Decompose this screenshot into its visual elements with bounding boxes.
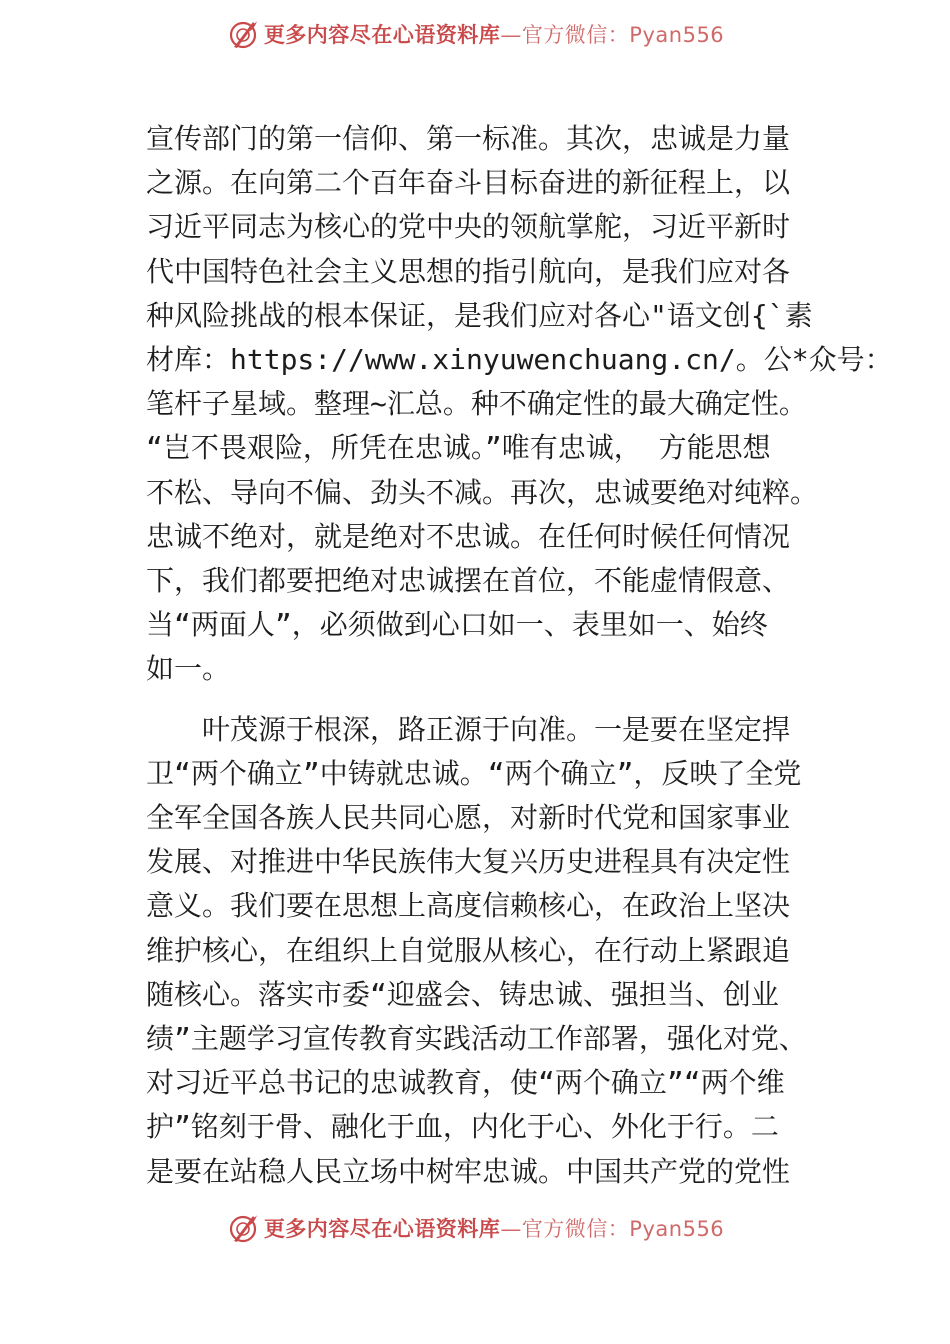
- text-line: 忠诚不绝对，就是绝对不忠诚。在任何时候任何情况: [146, 519, 791, 553]
- quill-circle-icon: [226, 17, 260, 51]
- text-line: 护”铭刻于骨、融化于血，内化于心、外化于行。二: [146, 1110, 779, 1144]
- text-line: 发展、对推进中华民族伟大复兴历史进程具有决定性: [146, 845, 791, 879]
- banner-title: 更多内容尽在心语资料库: [263, 22, 501, 47]
- quill-circle-icon: [226, 1211, 260, 1245]
- paragraph-2: [146, 708, 846, 1194]
- text-line: 笔杆子星域。整理~汇总。种不确定性的最大确定性。: [146, 387, 807, 421]
- text-line: 材库：https://www.xinyuwenchuang.cn/。公*众号：: [146, 343, 893, 377]
- text-line: 维护核心，在组织上自觉服从核心，在行动上紧跟追: [146, 933, 791, 967]
- text-line: 如一。: [146, 652, 231, 686]
- text-line: 随核心。落实市委“迎盛会、铸忠诚、强担当、创业: [146, 977, 779, 1011]
- banner-title: 更多内容尽在心语资料库: [263, 1216, 501, 1241]
- banner-contact: —官方微信：Pyan556: [500, 1217, 725, 1241]
- footer-banner: [0, 1208, 950, 1248]
- paragraph-1: [146, 117, 893, 692]
- banner-text: [264, 19, 724, 49]
- text-line: 是要在站稳人民立场中树牢忠诚。中国共产党的党性: [146, 1154, 791, 1188]
- text-line: 不松、导向不偏、劲头不减。再次，忠诚要绝对纯粹。: [146, 475, 819, 509]
- text-line: 全军全国各族人民共同心愿，对新时代党和国家事业: [146, 801, 791, 835]
- text-line: 宣传部门的第一信仰、第一标准。其次，忠诚是力量: [146, 122, 791, 155]
- text-line: 叶茂源于根深，路正源于向准。一是要在坚定捍: [146, 712, 791, 746]
- text-line: 绩”主题学习宣传教育实践活动工作部署，强化对党、: [146, 1022, 807, 1056]
- text-line: 卫“两个确立”中铸就忠诚。“两个确立”，反映了全党: [146, 756, 802, 790]
- header-banner: [0, 14, 950, 54]
- document-body: [146, 117, 893, 1194]
- text-line: 意义。我们要在思想上高度信赖核心，在政治上坚决: [146, 889, 791, 923]
- text-line: 种风险挑战的根本保证，是我们应对各心"语文创{`素: [146, 298, 813, 332]
- banner-contact: —官方微信：Pyan556: [500, 23, 725, 47]
- text-line: 对习近平总书记的忠诚教育，使“两个确立”“两个维: [146, 1066, 785, 1100]
- text-line: 当“两面人”，必须做到心口如一、表里如一、始终: [146, 608, 768, 642]
- banner-text: [264, 1213, 724, 1243]
- text-line: 习近平同志为核心的党中央的领航掌舵，习近平新时: [146, 210, 791, 244]
- text-line: 下，我们都要把绝对忠诚摆在首位，不能虚情假意、: [146, 564, 791, 598]
- text-line: 之源。在向第二个百年奋斗目标奋进的新征程上，以: [146, 166, 791, 200]
- text-line: 代中国特色社会主义思想的指引航向，是我们应对各: [146, 254, 791, 288]
- text-line: “岂不畏艰险，所凭在忠诚。”唯有忠诚， 方能思想: [146, 431, 771, 465]
